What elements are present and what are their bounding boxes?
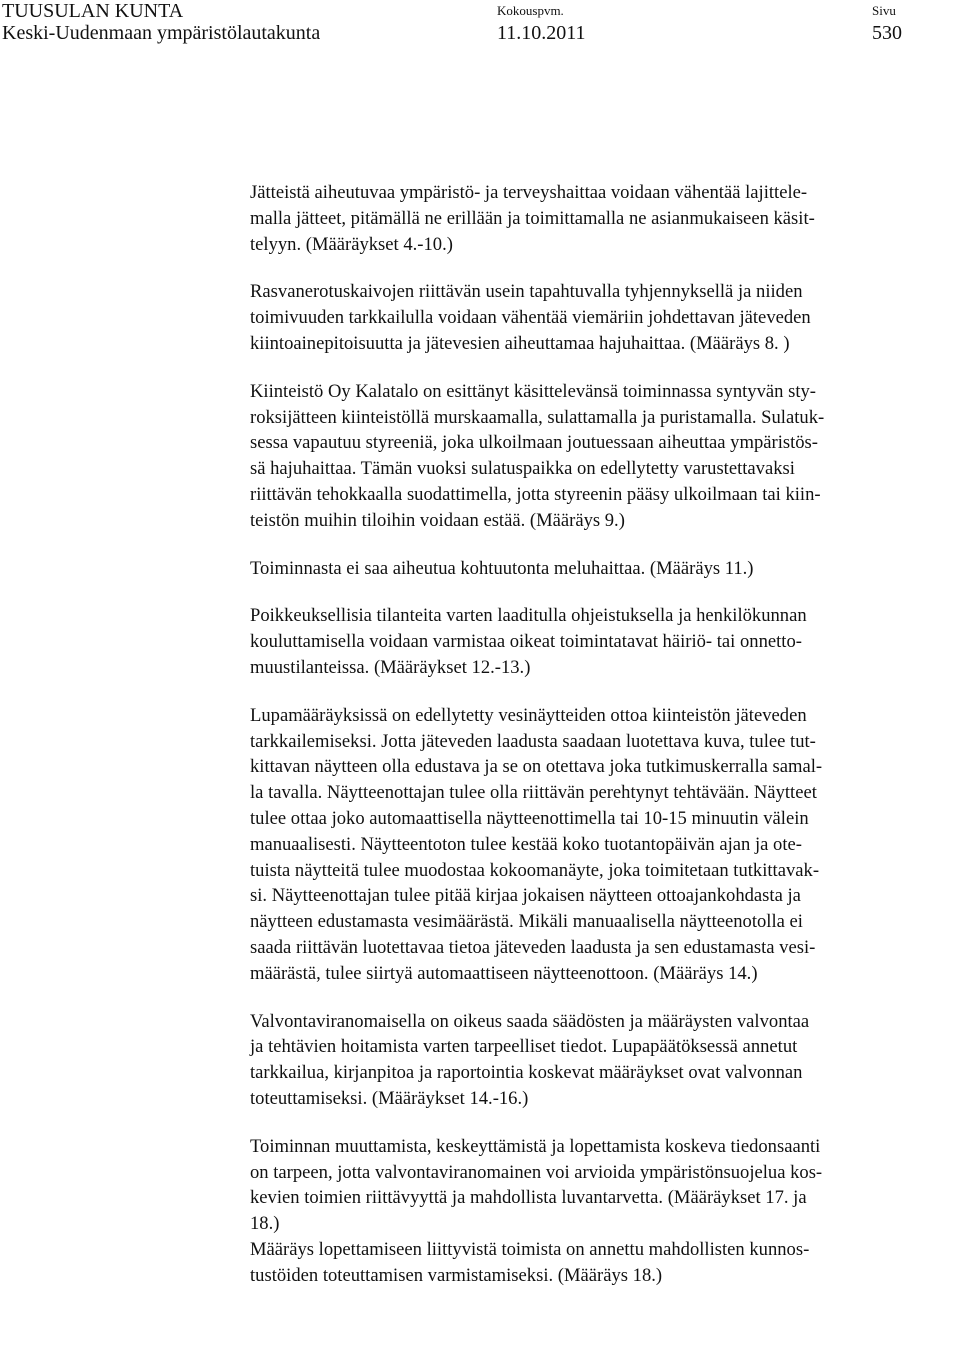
meeting-date: 11.10.2011	[497, 22, 586, 44]
paragraph-waste-handling: Jätteistä aiheutuvaa ympäristö- ja terveyshaittaa voidaan vähentää lajittele- malla jätteet, pitämällä ne erillään ja toimittamalla ne asianmukaiseen käsit- telyyn. (Määräykset 4.-10.)	[250, 182, 815, 255]
paragraph-changes-notification: Toiminnan muuttamista, keskeyttämistä ja lopettamista koskeva tiedonsaanti on tarpeen, jotta valvontaviranomainen voi arvioida ympäristönsuojelua kos- kevien toimien riittävyyttä ja mahdollista luvantarvetta. (Määräykset 17. ja 18.)	[250, 1135, 823, 1235]
paragraph-supervision: Valvontaviranomaisella on oikeus saada säädösten ja määräysten valvontaa ja tehtävien hoitamista varten tarpeelliset tiedot. Lupapäätöksessä annetut tarkkailua, kirjanpitoa ja raportointia koskevat määräykset ovat valvonnan toteuttamiseksi. (Määräykset 14.-16.)	[250, 1010, 810, 1109]
paragraph-grease-separators: Rasvanerotuskaivojen riittävän usein tapahtuvalla tyhjennyksellä ja niiden toimivuuden tarkkailulla voidaan vähentää viemäriin johdettavan jäteveden kiintoainepitoisuutta ja jätevesien aiheuttamaa hajuhaittaa. (Määräys 8. )	[250, 281, 811, 354]
paragraph-styrofoam-processing: Kiinteistö Oy Kalatalo on esittänyt käsittelevänsä toiminnassa syntyvän sty- roksijätteen kiinteistöllä murskaamalla, sulattamalla ja puristamalla. Sulatuk- sessa vapautuu styreeniä, joka ulkoilmaan joutuessaan aiheuttaa ympäristös- sä hajuhaittaa. Tämän vuoksi sulatuspaikka on edellytetty varustettavaksi riittävän tehokkaalla suodattimella, jotta styreenin pääsy ulkoilmaan tai kiin- teistön muihin tiloihin voidaan estää. (Määräys 9.)	[250, 380, 825, 531]
paragraph-noise: Toiminnasta ei saa aiheutua kohtuutonta meluhaittaa. (Määräys 11.)	[250, 557, 754, 579]
paragraph-water-sampling: Lupamääräyksissä on edellytetty vesinäytteiden ottoa kiinteistön jäteveden tarkkailemiseksi. Jotta jäteveden laadusta saadaan luotettava kuva, tulee tut- kittavan näytteen olla edustava ja se on otettava joka tutkimuskerralla samal- la tavalla. Näytteenottajan tulee olla riittävän perehtynyt tehtävään. Näytteet tulee ottaa joko automaattisella näytteenottimella tai 10-15 minuutin välein manuaalisesti. Näytteentoton tulee kestää koko tuotantopäivän ajan ja ote- tuista näytteitä tulee muodostaa kokoomanäyte, joka toimitetaan tutkittavak- si. Näytteenottajan tulee pitää kirjaa jokaisen näytteen ottoajankohdasta ja näytteen edustamasta vesimäärästä. Mikäli manuaalisella näytteenotolla ei saada riittävän luotettavaa tietoa jäteveden laadusta ja sen edustamasta vesi- määrästä, tulee siirtyä automaattiseen näytteenottoon. (Määräys 14.)	[250, 704, 823, 984]
document-body	[250, 180, 954, 1288]
organization-name: TUUSULAN KUNTA	[2, 0, 184, 22]
paragraph-exceptional-situations: Poikkeuksellisia tilanteita varten laaditulla ohjeistuksella ja henkilökunnan kouluttamisella voidaan varmistaa oikeat toimintatavat häiriö- tai onnetto- muustilanteissa. (Määräykset 12.-13.)	[250, 605, 807, 678]
page-number: 530	[872, 22, 902, 44]
paragraph-closure: Määräys lopettamiseen liittyvistä toimista on annettu mahdollisten kunnos- tustöiden toteuttamisen varmistamiseksi. (Määräys 18.)	[250, 1238, 810, 1286]
committee-name: Keski-Uudenmaan ympäristölautakunta	[2, 22, 321, 44]
meeting-date-label: Kokouspvm.	[497, 3, 564, 18]
page-label: Sivu	[872, 3, 896, 18]
